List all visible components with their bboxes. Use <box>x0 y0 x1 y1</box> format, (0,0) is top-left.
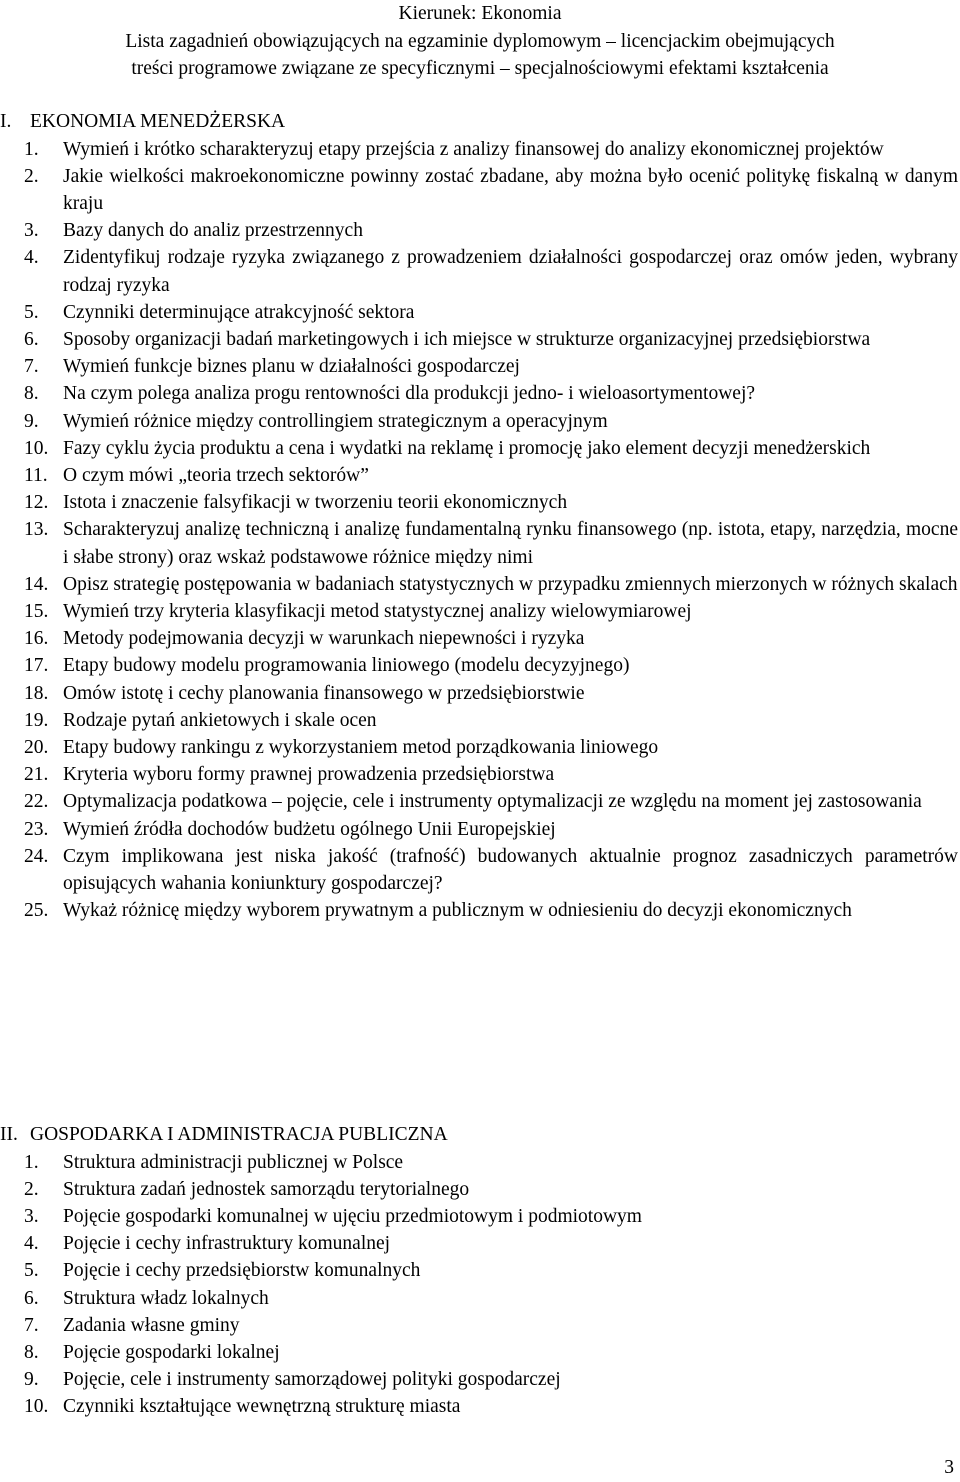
list-item <box>0 380 958 407</box>
item-number: 16. <box>24 628 49 650</box>
list-item <box>0 788 958 815</box>
list-item <box>0 1257 958 1284</box>
list-item <box>0 761 958 788</box>
item-text: Czynniki determinujące atrakcyjność sektora <box>63 301 415 323</box>
list-item <box>0 163 958 217</box>
list-item <box>0 652 958 679</box>
header-line-3: treści programowe związane ze specyficznymi – specjalnościowymi efektami kształcenia <box>131 58 829 79</box>
item-text: Struktura zadań jednostek samorządu terytorialnego <box>63 1178 470 1200</box>
item-number: 8. <box>24 383 39 405</box>
list-item <box>0 462 958 489</box>
section-gospodarka-i-administracja-publiczna <box>0 1121 958 1421</box>
list-item <box>0 1176 958 1203</box>
item-number: 8. <box>24 1341 39 1363</box>
section-heading <box>0 108 958 136</box>
item-number: 9. <box>24 410 39 432</box>
item-text: Wymień źródła dochodów budżetu ogólnego Unii Europejskiej <box>63 818 556 840</box>
item-number: 5. <box>24 301 39 323</box>
item-text: Jakie wielkości makroekonomiczne powinny zostać zbadane, aby można było ocenić politykę fiskalną w danym kraju <box>63 165 958 214</box>
question-list <box>0 1149 958 1421</box>
item-text: Wymień funkcje biznes planu w działalności gospodarczej <box>63 356 520 378</box>
item-number: 14. <box>24 573 49 595</box>
item-number: 3. <box>24 220 39 242</box>
item-number: 4. <box>24 247 39 269</box>
item-number: 10. <box>24 1396 49 1418</box>
item-number: 2. <box>24 165 39 187</box>
item-number: 7. <box>24 356 39 378</box>
list-item <box>0 1230 958 1257</box>
list-item <box>0 326 958 353</box>
item-text: Etapy budowy rankingu z wykorzystaniem metod porządkowania liniowego <box>63 736 659 758</box>
item-number: 10. <box>24 437 49 459</box>
item-number: 12. <box>24 492 49 514</box>
list-item <box>0 734 958 761</box>
list-item <box>0 1339 958 1366</box>
item-number: 13. <box>24 519 49 541</box>
field-of-study-title: Kierunek: Ekonomia <box>398 3 562 24</box>
list-item <box>0 680 958 707</box>
item-text: Scharakteryzuj analizę techniczną i analizę fundamentalną rynku finansowego (np. istota, etapy, narzędzia, mocne i słabe strony) oraz wskaż podstawowe różnice między nimi <box>63 519 958 568</box>
item-text: Pojęcie, cele i instrumenty samorządowej polityki gospodarczej <box>63 1369 561 1391</box>
list-item <box>0 625 958 652</box>
item-number: 23. <box>24 818 49 840</box>
list-item <box>0 843 958 897</box>
item-text: Pojęcie i cechy infrastruktury komunalnej <box>63 1233 391 1255</box>
item-text: Etapy budowy modelu programowania liniowego (modelu decyzyjnego) <box>63 655 630 677</box>
question-list <box>0 136 958 925</box>
item-text: Metody podejmowania decyzji w warunkach niepewności i ryzyka <box>63 628 585 650</box>
item-text: Czynniki kształtujące wewnętrzną strukturę miasta <box>63 1396 461 1418</box>
item-text: Bazy danych do analiz przestrzennych <box>63 220 363 242</box>
item-number: 4. <box>24 1233 39 1255</box>
list-item <box>0 897 958 924</box>
item-text: Opisz strategię postępowania w badaniach statystycznych w przypadku zmiennych mierzonych w różnych skalach <box>63 573 958 595</box>
item-number: 19. <box>24 709 49 731</box>
item-text: Rodzaje pytań ankietowych i skale ocen <box>63 709 377 731</box>
list-item <box>0 1393 958 1420</box>
list-item <box>0 816 958 843</box>
section-title: GOSPODARKA I ADMINISTRACJA PUBLICZNA <box>30 1124 448 1145</box>
list-item <box>0 435 958 462</box>
item-number: 25. <box>24 900 49 922</box>
list-item <box>0 707 958 734</box>
item-number: 1. <box>24 1151 39 1173</box>
list-item <box>0 598 958 625</box>
item-number: 21. <box>24 764 49 786</box>
item-text: Fazy cyklu życia produktu a cena i wydatki na reklamę i promocję jako element decyzji menedżerskich <box>63 437 871 459</box>
section-heading <box>0 1121 958 1149</box>
list-item <box>0 1285 958 1312</box>
item-text: Pojęcie gospodarki lokalnej <box>63 1341 280 1363</box>
item-text: Zidentyfikuj rodzaje ryzyka związanego z prowadzeniem działalności gospodarczej oraz omów jeden, wybrany rodzaj ryzyka <box>63 247 958 296</box>
list-item <box>0 1203 958 1230</box>
item-text: Zadania własne gminy <box>63 1314 240 1336</box>
item-number: 22. <box>24 791 49 813</box>
item-number: 5. <box>24 1260 39 1282</box>
item-number: 1. <box>24 138 39 160</box>
item-number: 18. <box>24 682 49 704</box>
list-item <box>0 299 958 326</box>
list-item <box>0 571 958 598</box>
item-text: Optymalizacja podatkowa – pojęcie, cele i instrumenty optymalizacji ze względu na moment jej zastosowania <box>63 791 922 813</box>
item-text: O czym mówi „teoria trzech sektorów” <box>63 464 369 486</box>
header-line-2: Lista zagadnień obowiązujących na egzaminie dyplomowym – licencjackim obejmujących <box>125 30 835 52</box>
item-text: Wymień trzy kryteria klasyfikacji metod statystycznej analizy wielowymiarowej <box>63 600 692 622</box>
section-title: EKONOMIA MENEDŻERSKA <box>30 111 286 132</box>
section-numeral: I. <box>0 111 12 132</box>
item-text: Kryteria wyboru formy prawnej prowadzenia przedsiębiorstwa <box>63 764 555 786</box>
list-item <box>0 1149 958 1176</box>
list-item <box>0 1312 958 1339</box>
item-text: Istota i znaczenie falsyfikacji w tworzeniu teorii ekonomicznych <box>63 492 568 514</box>
item-number: 3. <box>24 1205 39 1227</box>
item-text: Wymień różnice między controllingiem strategicznym a operacyjnym <box>63 410 608 432</box>
list-item <box>0 136 958 163</box>
item-text: Sposoby organizacji badań marketingowych i ich miejsce w strukturze organizacyjnej przedsiębiorstwa <box>63 328 871 350</box>
list-item <box>0 217 958 244</box>
item-text: Wymień i krótko scharakteryzuj etapy przejścia z analizy finansowej do analizy ekonomicznej projektów <box>63 138 884 160</box>
section-numeral: II. <box>0 1124 18 1145</box>
item-number: 24. <box>24 845 49 867</box>
item-number: 11. <box>24 464 48 486</box>
item-text: Pojęcie i cechy przedsiębiorstw komunalnych <box>63 1260 421 1282</box>
document-header <box>0 0 960 83</box>
item-number: 6. <box>24 328 39 350</box>
item-text: Wykaż różnicę między wyborem prywatnym a publicznym w odniesieniu do decyzji ekonomicznych <box>63 900 852 922</box>
item-number: 17. <box>24 655 49 677</box>
item-text: Pojęcie gospodarki komunalnej w ujęciu przedmiotowym i podmiotowym <box>63 1205 642 1227</box>
item-text: Czym implikowana jest niska jakość (trafność) budowanych aktualnie prognoz zasadniczych parametrów opisujących wahania koniunktury gospodarczej? <box>63 845 958 894</box>
list-item <box>0 1366 958 1393</box>
item-number: 15. <box>24 600 49 622</box>
item-number: 2. <box>24 1178 39 1200</box>
item-number: 9. <box>24 1369 39 1391</box>
page-number: 3 <box>944 1457 954 1478</box>
item-number: 7. <box>24 1314 39 1336</box>
item-text: Struktura władz lokalnych <box>63 1287 269 1309</box>
list-item <box>0 516 958 570</box>
item-text: Na czym polega analiza progu rentowności dla produkcji jedno- i wieloasortymentowej? <box>63 383 756 405</box>
item-text: Omów istotę i cechy planowania finansowego w przedsiębiorstwie <box>63 682 585 704</box>
list-item <box>0 244 958 298</box>
list-item <box>0 353 958 380</box>
list-item <box>0 408 958 435</box>
item-text: Struktura administracji publicznej w Polsce <box>63 1151 404 1173</box>
list-item <box>0 489 958 516</box>
item-number: 20. <box>24 736 49 758</box>
section-ekonomia-menedzerska <box>0 108 958 924</box>
item-number: 6. <box>24 1287 39 1309</box>
